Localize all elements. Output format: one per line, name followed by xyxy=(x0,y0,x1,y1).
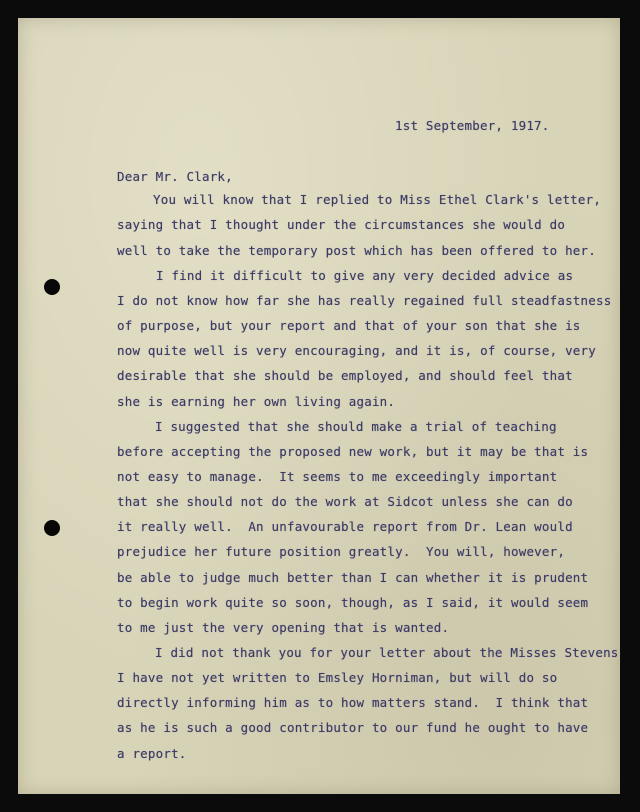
letter-line: I do not know how far she has really regained full steadfastness xyxy=(117,293,612,308)
letter-line: to begin work quite so soon, though, as I said, it would seem xyxy=(117,595,589,610)
letter-line: she is earning her own living again. xyxy=(117,394,396,409)
letter-line: desirable that she should be employed, and should feel that xyxy=(117,368,573,383)
letter-line: I suggested that she should make a trial of teaching xyxy=(155,419,557,434)
letter-line: that she should not do the work at Sidcot unless she can do xyxy=(117,494,573,509)
letter-line: saying that I thought under the circumstances she would do xyxy=(117,217,566,232)
letter-line: a report. xyxy=(117,746,187,761)
letter-line: well to take the temporary post which has been offered to her. xyxy=(117,243,596,258)
letter-line: prejudice her future position greatly. You will, however, xyxy=(117,544,566,559)
punch-hole xyxy=(44,279,60,295)
letter-line: now quite well is very encouraging, and it is, of course, very xyxy=(117,343,596,358)
letter-line: it really well. An unfavourable report from Dr. Lean would xyxy=(117,519,573,534)
letter-date: 1st September, 1917. xyxy=(395,118,550,133)
letter-line: be able to judge much better than I can whether it is prudent xyxy=(117,570,589,585)
letter-line: I have not yet written to Emsley Horniman, but will do so xyxy=(117,670,558,685)
letter-line: as he is such a good contributor to our fund he ought to have xyxy=(117,720,589,735)
letter-line: directly informing him as to how matters stand. I think that xyxy=(117,695,589,710)
letter-line: of purpose, but your report and that of your son that she is xyxy=(117,318,581,333)
letter-line: before accepting the proposed new work, but it may be that is xyxy=(117,444,589,459)
letter-line: not easy to manage. It seems to me exceedingly important xyxy=(117,469,558,484)
letter-line: I did not thank you for your letter about the Misses Stevens xyxy=(155,645,619,660)
punch-hole xyxy=(44,520,60,536)
letter-line: You will know that I replied to Miss Ethel Clark's letter, xyxy=(153,192,602,207)
letter-salutation: Dear Mr. Clark, xyxy=(117,169,233,184)
letter-line: I find it difficult to give any very decided advice as xyxy=(156,268,574,283)
letter-line: to me just the very opening that is wanted. xyxy=(117,620,450,635)
